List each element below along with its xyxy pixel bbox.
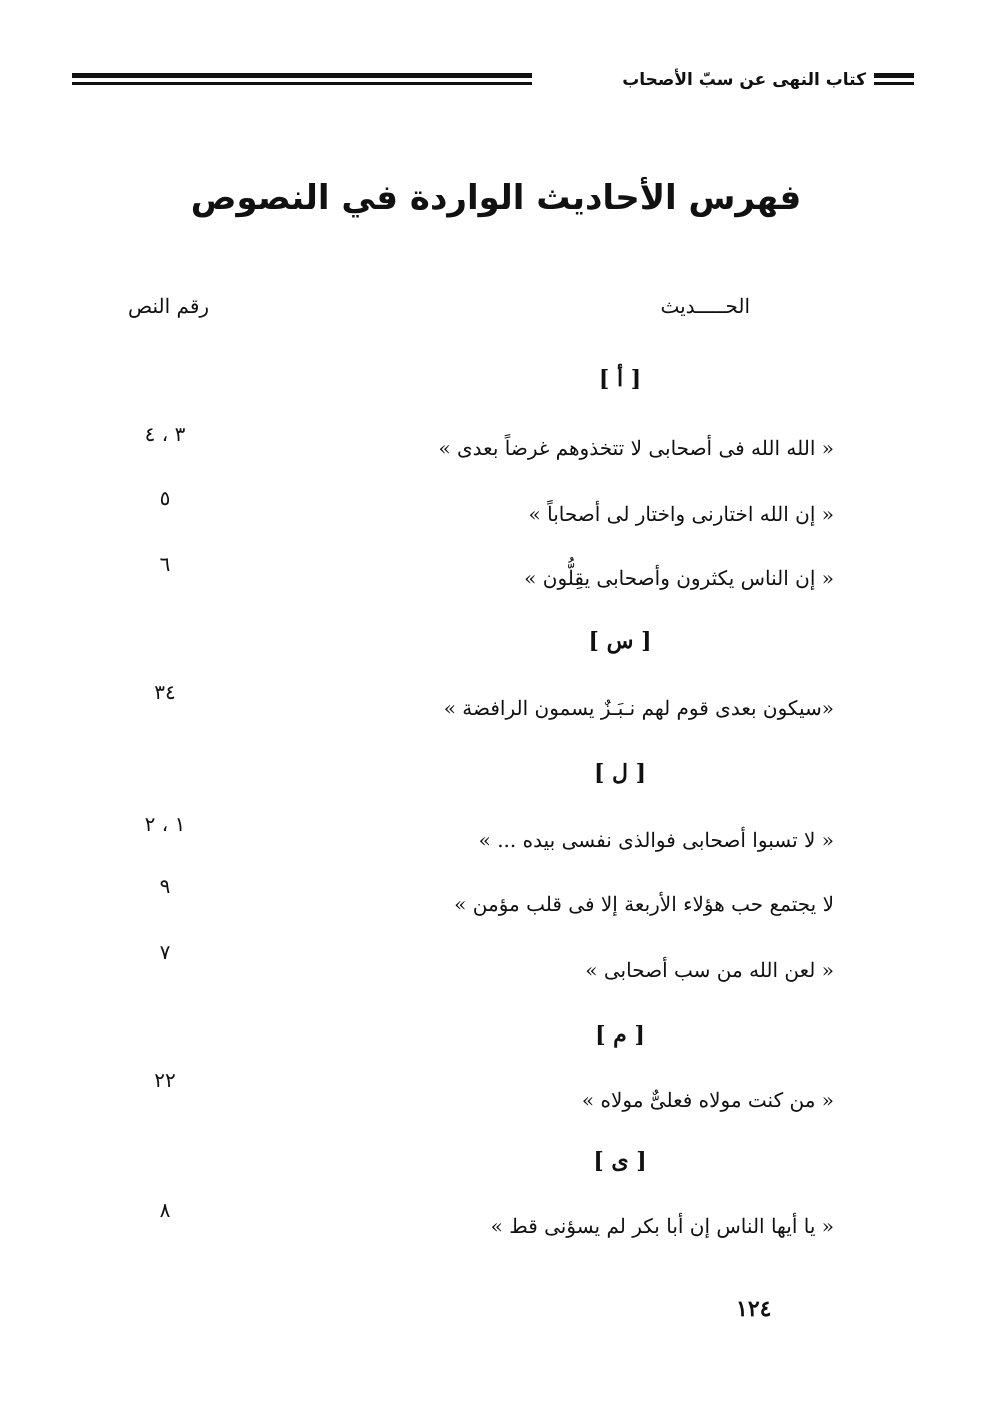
hadith-ref-number: ٧ — [159, 940, 171, 964]
hadith-entry: « لعن الله من سب أصحابى » — [585, 958, 834, 982]
page-title: فهرس الأحاديث الواردة في النصوص — [190, 178, 802, 218]
column-header-hadith: الحـــــديث — [660, 294, 750, 318]
header-rule-right-thick — [874, 73, 914, 78]
header-rule-left-thin — [72, 82, 532, 85]
section-letter-mim: [ م ] — [595, 1022, 645, 1048]
section-letter-lam: [ ل ] — [593, 760, 647, 786]
section-letter-sin: [ س ] — [588, 628, 652, 654]
section-letter-ya: [ ى ] — [593, 1148, 647, 1174]
hadith-ref-number: ٣ ، ٤ — [144, 422, 186, 446]
hadith-entry: « الله الله فى أصحابى لا تتخذوهم غرضاً بعدى » — [438, 436, 834, 460]
hadith-entry: لا يجتمع حب هؤلاء الأربعة إلا فى قلب مؤمن » — [454, 892, 834, 916]
hadith-entry: « من كنت مولاه فعلىٌّ مولاه » — [581, 1088, 834, 1112]
header-rule-right-thin — [874, 82, 914, 85]
page-number: ١٢٤ — [736, 1296, 772, 1322]
hadith-entry: « لا تسبوا أصحابى فوالذى نفسى بيده ... » — [478, 828, 834, 852]
column-header-number: رقم النص — [128, 294, 210, 318]
hadith-ref-number: ٨ — [159, 1198, 171, 1222]
header-rule-left-thick — [72, 73, 532, 78]
hadith-entry: « يا أيها الناس إن أبا بكر لم يسؤنى قط » — [490, 1214, 834, 1238]
hadith-ref-number: ٢٢ — [154, 1068, 176, 1092]
hadith-ref-number: ٥ — [159, 486, 171, 510]
hadith-ref-number: ٩ — [159, 874, 171, 898]
section-letter-alif: [ أ ] — [598, 366, 642, 392]
running-header — [72, 66, 914, 96]
hadith-entry: « إن الناس يكثرون وأصحابى يقِلُّون » — [524, 566, 834, 590]
hadith-ref-number: ١ ، ٢ — [144, 812, 186, 836]
hadith-ref-number: ٣٤ — [154, 680, 176, 704]
hadith-ref-number: ٦ — [159, 552, 171, 576]
hadith-entry: «سيكون بعدى قوم لهم نـبَـزٌ يسمون الرافضة » — [443, 696, 834, 720]
hadith-entry: « إن الله اختارنى واختار لى أصحاباً » — [528, 502, 834, 526]
running-title: كتاب النهى عن سبّ الأصحاب — [622, 70, 866, 90]
